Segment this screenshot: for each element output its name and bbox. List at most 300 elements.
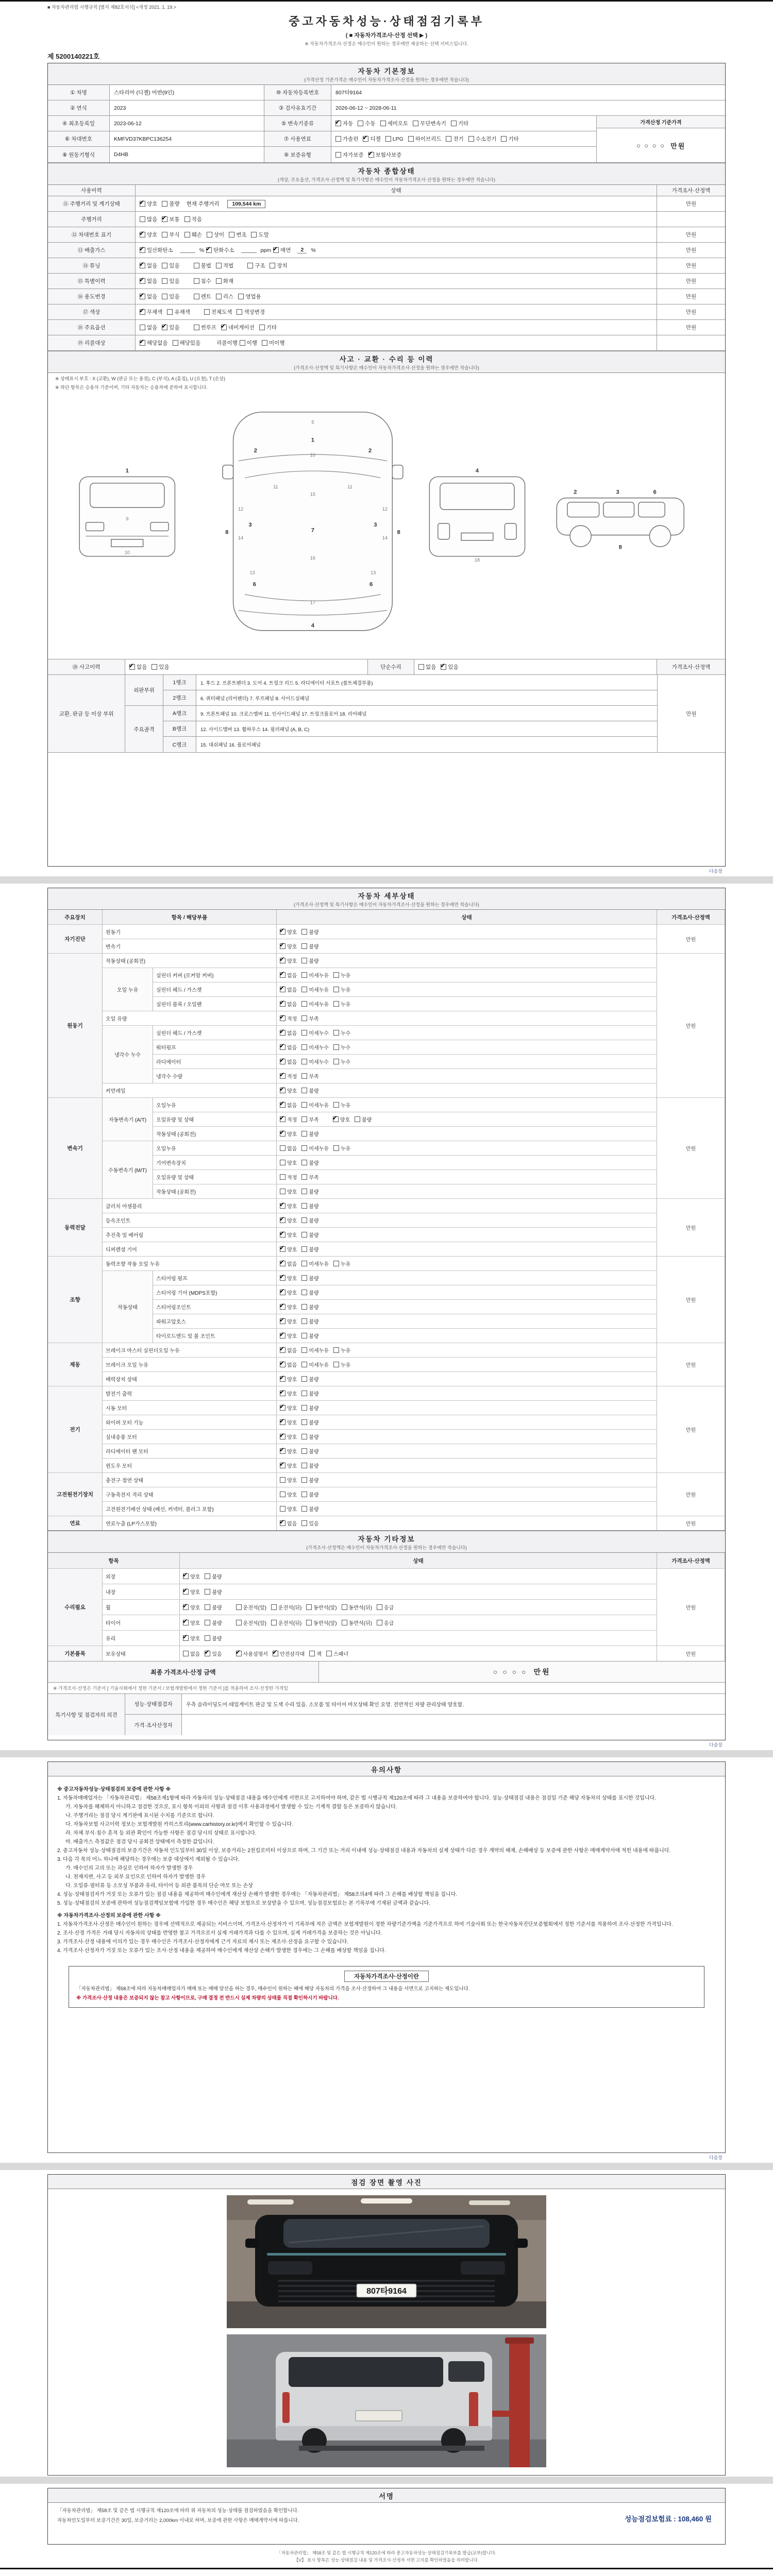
checked-box-icon[interactable]: [280, 1261, 285, 1266]
unchecked-box-icon[interactable]: [280, 1145, 285, 1151]
checkbox-option[interactable]: ✔ 적정: [280, 1115, 297, 1123]
checked-box-icon[interactable]: [183, 1635, 189, 1641]
unchecked-box-icon[interactable]: [301, 1506, 307, 1512]
checked-box-icon[interactable]: [280, 1217, 285, 1223]
checkbox-option[interactable]: 불량: [301, 1447, 318, 1455]
checkbox-option[interactable]: 장치: [270, 262, 287, 269]
unchecked-box-icon[interactable]: [301, 1174, 307, 1180]
unchecked-box-icon[interactable]: [342, 1604, 347, 1610]
checkbox-option[interactable]: 양호: [280, 1188, 297, 1195]
checkbox-option[interactable]: 누수: [333, 1058, 350, 1065]
checkbox-option[interactable]: 미세누유: [301, 986, 329, 993]
checked-box-icon[interactable]: [236, 1651, 242, 1656]
checkbox-option[interactable]: 해당있음: [173, 339, 201, 347]
checked-box-icon[interactable]: [280, 1088, 285, 1093]
checkbox-option[interactable]: 양호: [280, 1490, 297, 1498]
checkbox-option[interactable]: 응급: [377, 1603, 394, 1611]
unchecked-box-icon[interactable]: [301, 1304, 307, 1310]
unchecked-box-icon[interactable]: [205, 1589, 210, 1595]
unchecked-box-icon[interactable]: [301, 1059, 307, 1064]
unchecked-box-icon[interactable]: [301, 1391, 307, 1396]
checkbox-option[interactable]: 누유: [333, 1101, 350, 1109]
checkbox-option[interactable]: ✔ 양호: [280, 1216, 297, 1224]
unchecked-box-icon[interactable]: [194, 325, 199, 330]
checkbox-option[interactable]: 적법: [216, 262, 233, 269]
unchecked-box-icon[interactable]: [301, 1261, 307, 1266]
checked-box-icon[interactable]: [140, 278, 145, 284]
checked-box-icon[interactable]: [280, 1232, 285, 1238]
checkbox-option[interactable]: 불량: [301, 1245, 318, 1253]
checkbox-option[interactable]: ✔ 없음: [140, 277, 157, 285]
checkbox-option[interactable]: 누수: [333, 1043, 350, 1051]
checked-box-icon[interactable]: [280, 1290, 285, 1295]
checkbox-option[interactable]: 미세누유: [301, 1000, 329, 1008]
unchecked-box-icon[interactable]: [301, 1232, 307, 1238]
unchecked-box-icon[interactable]: [301, 1463, 307, 1468]
checkbox-option[interactable]: 미세누유: [301, 1101, 329, 1109]
unchecked-box-icon[interactable]: [194, 294, 199, 299]
unchecked-box-icon[interactable]: [262, 340, 267, 346]
unchecked-box-icon[interactable]: [301, 1189, 307, 1194]
checked-box-icon[interactable]: [280, 1434, 285, 1439]
checkbox-option[interactable]: ✔ 없음: [280, 1101, 297, 1109]
checkbox-option[interactable]: 자가보증: [335, 151, 364, 159]
checked-box-icon[interactable]: [280, 1333, 285, 1338]
checkbox-option[interactable]: ✔ 없음: [280, 1361, 297, 1368]
checkbox-option[interactable]: 불량: [205, 1572, 222, 1580]
checked-box-icon[interactable]: [280, 958, 285, 963]
unchecked-box-icon[interactable]: [162, 294, 167, 299]
checkbox-option[interactable]: 미세누유: [301, 1144, 329, 1152]
unchecked-box-icon[interactable]: [335, 152, 341, 158]
unchecked-box-icon[interactable]: [184, 232, 190, 238]
checkbox-option[interactable]: 적정: [280, 1173, 297, 1181]
unchecked-box-icon[interactable]: [229, 232, 234, 238]
blank-field[interactable]: [241, 248, 257, 253]
checkbox-option[interactable]: ✔ 자동: [335, 120, 353, 127]
checkbox-option[interactable]: ✔ 없음: [140, 262, 157, 269]
checkbox-option[interactable]: ✔ 없음: [280, 1058, 297, 1065]
unchecked-box-icon[interactable]: [301, 1347, 307, 1353]
checkbox-option[interactable]: 기타: [259, 324, 277, 331]
checkbox-option[interactable]: ✔ 적정: [280, 1072, 297, 1080]
checkbox-option[interactable]: ✔ 네비게이션: [221, 324, 255, 331]
checkbox-option[interactable]: 이행: [240, 339, 257, 347]
checkbox-option[interactable]: 누유: [333, 971, 350, 979]
unchecked-box-icon[interactable]: [162, 232, 167, 238]
checkbox-option[interactable]: 수동: [358, 120, 375, 127]
unchecked-box-icon[interactable]: [301, 1419, 307, 1425]
checked-box-icon[interactable]: [280, 1030, 285, 1036]
checkbox-option[interactable]: 없음: [183, 1650, 200, 1657]
checkbox-option[interactable]: 불량: [301, 1418, 318, 1426]
unchecked-box-icon[interactable]: [306, 1604, 312, 1610]
unchecked-box-icon[interactable]: [301, 1073, 307, 1079]
checkbox-option[interactable]: 동반석(앞): [306, 1603, 337, 1611]
checkbox-option[interactable]: 화재: [216, 277, 233, 285]
checkbox-option[interactable]: 가솔린: [335, 135, 358, 143]
checked-box-icon[interactable]: [280, 1246, 285, 1252]
checkbox-option[interactable]: 운전석(뒤): [271, 1619, 301, 1626]
checkbox-option[interactable]: 부족: [301, 1115, 318, 1123]
checked-box-icon[interactable]: [280, 1203, 285, 1209]
checkbox-option[interactable]: ✔ 안전삼각대: [273, 1650, 305, 1657]
checkbox-option[interactable]: 유채색: [167, 308, 190, 316]
checkbox-option[interactable]: 침수: [194, 277, 211, 285]
unchecked-box-icon[interactable]: [335, 136, 341, 142]
unchecked-box-icon[interactable]: [216, 294, 222, 299]
checkbox-option[interactable]: 운전석(뒤): [271, 1603, 301, 1611]
unchecked-box-icon[interactable]: [501, 136, 507, 142]
checkbox-option[interactable]: ✔ 양호: [183, 1603, 200, 1611]
unchecked-box-icon[interactable]: [333, 1001, 339, 1007]
unchecked-box-icon[interactable]: [280, 1174, 285, 1180]
unchecked-box-icon[interactable]: [301, 1405, 307, 1411]
unchecked-box-icon[interactable]: [301, 972, 307, 978]
checkbox-option[interactable]: ✔ 양호: [280, 942, 297, 950]
unchecked-box-icon[interactable]: [162, 263, 167, 268]
unchecked-box-icon[interactable]: [306, 1620, 312, 1625]
unchecked-box-icon[interactable]: [236, 1620, 242, 1625]
unchecked-box-icon[interactable]: [413, 121, 418, 126]
unchecked-box-icon[interactable]: [271, 1604, 277, 1610]
checkbox-option[interactable]: 불량: [205, 1619, 222, 1626]
checked-box-icon[interactable]: [273, 1651, 278, 1656]
checkbox-option[interactable]: 불량: [205, 1603, 222, 1611]
unchecked-box-icon[interactable]: [333, 1030, 339, 1036]
checked-box-icon[interactable]: [335, 121, 341, 126]
checked-box-icon[interactable]: [333, 1116, 339, 1122]
checkbox-option[interactable]: 누유: [333, 1346, 350, 1354]
checkbox-option[interactable]: ✔ 양호: [280, 1289, 297, 1296]
checked-box-icon[interactable]: [221, 325, 227, 330]
checkbox-option[interactable]: 불량: [301, 1274, 318, 1282]
checkbox-option[interactable]: ✔ 해당없음: [140, 339, 168, 347]
checkbox-option[interactable]: ✔ 디젤: [363, 135, 380, 143]
unchecked-box-icon[interactable]: [301, 1290, 307, 1295]
unchecked-box-icon[interactable]: [280, 1492, 285, 1497]
checkbox-option[interactable]: 불량: [301, 1216, 318, 1224]
checkbox-option[interactable]: ✔ 적정: [280, 1014, 297, 1022]
checkbox-option[interactable]: 불량: [301, 1159, 318, 1166]
checkbox-option[interactable]: 불량: [301, 1490, 318, 1498]
checked-box-icon[interactable]: [280, 929, 285, 935]
checkbox-option[interactable]: 불량: [301, 928, 318, 936]
checked-box-icon[interactable]: [280, 1116, 285, 1122]
checkbox-option[interactable]: 기타: [451, 120, 468, 127]
checkbox-option[interactable]: 전기: [446, 135, 463, 143]
unchecked-box-icon[interactable]: [333, 1347, 339, 1353]
checkbox-option[interactable]: 응급: [377, 1619, 394, 1626]
checkbox-option[interactable]: ✔ 양호: [183, 1572, 200, 1580]
unchecked-box-icon[interactable]: [270, 263, 275, 268]
checkbox-option[interactable]: 불량: [301, 1433, 318, 1440]
checkbox-option[interactable]: 기타: [501, 135, 518, 143]
checkbox-option[interactable]: 불량: [301, 1130, 318, 1138]
checked-box-icon[interactable]: [363, 136, 368, 142]
checkbox-option[interactable]: 불량: [301, 1404, 318, 1412]
unchecked-box-icon[interactable]: [240, 340, 245, 346]
unchecked-box-icon[interactable]: [309, 1651, 315, 1656]
checkbox-option[interactable]: 부족: [301, 1072, 318, 1080]
unchecked-box-icon[interactable]: [238, 294, 244, 299]
checkbox-option[interactable]: ✔ 양호: [280, 1245, 297, 1253]
checkbox-option[interactable]: 미세누유: [301, 1361, 329, 1368]
unchecked-box-icon[interactable]: [204, 309, 210, 315]
unchecked-box-icon[interactable]: [301, 1088, 307, 1093]
checkbox-option[interactable]: 적음: [184, 215, 202, 223]
unchecked-box-icon[interactable]: [301, 1448, 307, 1454]
unchecked-box-icon[interactable]: [451, 121, 457, 126]
checked-box-icon[interactable]: [140, 340, 145, 346]
checkbox-option[interactable]: 수소전기: [468, 135, 497, 143]
checked-box-icon[interactable]: [205, 1651, 210, 1656]
next-page-link[interactable]: 다음장: [709, 2155, 722, 2160]
checkbox-option[interactable]: 변조: [229, 231, 246, 239]
checkbox-option[interactable]: 부족: [301, 1014, 318, 1022]
unchecked-box-icon[interactable]: [259, 325, 265, 330]
unchecked-box-icon[interactable]: [301, 1044, 307, 1050]
checkbox-option[interactable]: ✔ 양호: [280, 1433, 297, 1440]
checkbox-option[interactable]: 없음: [280, 1144, 297, 1152]
unchecked-box-icon[interactable]: [358, 121, 363, 126]
checkbox-option[interactable]: 불량: [301, 957, 318, 964]
checked-box-icon[interactable]: [273, 247, 279, 253]
checkbox-option[interactable]: ✔ 매연: [273, 246, 291, 254]
unchecked-box-icon[interactable]: [301, 1131, 307, 1137]
checked-box-icon[interactable]: [183, 1589, 189, 1595]
checked-box-icon[interactable]: [280, 1520, 285, 1526]
checkbox-option[interactable]: ✔ 양호: [280, 1274, 297, 1282]
checkbox-option[interactable]: 도말: [251, 231, 268, 239]
checkbox-option[interactable]: 운전석(앞): [236, 1619, 266, 1626]
unchecked-box-icon[interactable]: [301, 1116, 307, 1122]
checked-box-icon[interactable]: [129, 664, 135, 670]
checkbox-option[interactable]: ✔ 양호: [280, 957, 297, 964]
checkbox-option[interactable]: 불량: [301, 1289, 318, 1296]
unchecked-box-icon[interactable]: [205, 1573, 210, 1579]
checkbox-option[interactable]: 누유: [333, 1000, 350, 1008]
checkbox-option[interactable]: 불량: [205, 1634, 222, 1642]
unchecked-box-icon[interactable]: [355, 1116, 360, 1122]
unchecked-box-icon[interactable]: [216, 263, 222, 268]
unchecked-box-icon[interactable]: [301, 1333, 307, 1338]
checkbox-option[interactable]: 있음: [162, 293, 179, 300]
checked-box-icon[interactable]: [280, 1405, 285, 1411]
unchecked-box-icon[interactable]: [301, 1015, 307, 1021]
unchecked-box-icon[interactable]: [140, 216, 145, 222]
checkbox-option[interactable]: ✔ 탄화수소: [206, 246, 234, 254]
checkbox-option[interactable]: ✔ 양호: [280, 1231, 297, 1239]
checkbox-option[interactable]: ✔ 없음: [280, 1029, 297, 1037]
checked-box-icon[interactable]: [280, 1347, 285, 1353]
checkbox-option[interactable]: ✔ 있음: [441, 663, 458, 671]
checkbox-option[interactable]: ✔ 양호: [280, 1462, 297, 1469]
unchecked-box-icon[interactable]: [333, 1362, 339, 1367]
checkbox-option[interactable]: 불량: [301, 1188, 318, 1195]
checkbox-option[interactable]: 썬루프: [194, 324, 216, 331]
unchecked-box-icon[interactable]: [280, 1477, 285, 1483]
unchecked-box-icon[interactable]: [333, 987, 339, 992]
checkbox-option[interactable]: 불량: [301, 942, 318, 950]
checkbox-option[interactable]: 미세누유: [301, 1260, 329, 1267]
checkbox-option[interactable]: 불량: [301, 1389, 318, 1397]
checkbox-option[interactable]: ✔ 양호: [280, 1332, 297, 1340]
unchecked-box-icon[interactable]: [280, 1506, 285, 1512]
checked-box-icon[interactable]: [140, 309, 145, 315]
checked-box-icon[interactable]: [280, 987, 285, 992]
unchecked-box-icon[interactable]: [301, 943, 307, 949]
checkbox-option[interactable]: ✔ 없음: [129, 663, 147, 671]
checkbox-option[interactable]: 양호: [280, 1505, 297, 1513]
unchecked-box-icon[interactable]: [301, 1030, 307, 1036]
checkbox-option[interactable]: ✔ 없음: [280, 971, 297, 979]
unchecked-box-icon[interactable]: [251, 232, 257, 238]
checkbox-option[interactable]: 불량: [301, 1202, 318, 1210]
checkbox-option[interactable]: ✔ 양호: [280, 1087, 297, 1094]
checkbox-option[interactable]: ✔ 양호: [280, 928, 297, 936]
checkbox-option[interactable]: 불량: [162, 200, 179, 208]
unchecked-box-icon[interactable]: [377, 1620, 382, 1625]
checked-box-icon[interactable]: [280, 943, 285, 949]
checked-box-icon[interactable]: [280, 1463, 285, 1468]
checkbox-option[interactable]: ✔ 양호: [183, 1588, 200, 1596]
checkbox-option[interactable]: ✔ 양호: [280, 1447, 297, 1455]
checkbox-option[interactable]: ✔ 양호: [280, 1202, 297, 1210]
checkbox-option[interactable]: 리스: [216, 293, 233, 300]
checked-box-icon[interactable]: [206, 247, 212, 253]
checkbox-option[interactable]: ✔ 없음: [140, 293, 157, 300]
checkbox-option[interactable]: 있음: [162, 262, 179, 269]
checkbox-option[interactable]: ✔ 없음: [280, 1519, 297, 1527]
checked-box-icon[interactable]: [280, 1318, 285, 1324]
unchecked-box-icon[interactable]: [173, 340, 178, 346]
unchecked-box-icon[interactable]: [301, 958, 307, 963]
checked-box-icon[interactable]: [280, 1102, 285, 1108]
checked-box-icon[interactable]: [140, 201, 145, 207]
unchecked-box-icon[interactable]: [280, 1189, 285, 1194]
unchecked-box-icon[interactable]: [184, 216, 190, 222]
unchecked-box-icon[interactable]: [377, 1604, 382, 1610]
checkbox-option[interactable]: ✔ 무채색: [140, 308, 162, 316]
checked-box-icon[interactable]: [280, 1391, 285, 1396]
checkbox-option[interactable]: 불량: [301, 1332, 318, 1340]
checkbox-option[interactable]: 불량: [205, 1588, 222, 1596]
unchecked-box-icon[interactable]: [446, 136, 451, 142]
checkbox-option[interactable]: ✔ 있음: [205, 1650, 222, 1657]
unchecked-box-icon[interactable]: [418, 664, 424, 670]
unchecked-box-icon[interactable]: [236, 1604, 242, 1610]
unchecked-box-icon[interactable]: [152, 664, 157, 670]
checkbox-option[interactable]: 스패너: [326, 1650, 348, 1657]
unchecked-box-icon[interactable]: [247, 263, 253, 268]
checkbox-option[interactable]: 있음: [301, 1519, 318, 1527]
checked-box-icon[interactable]: [280, 1419, 285, 1425]
checkbox-option[interactable]: 미세누유: [301, 1346, 329, 1354]
checkbox-option[interactable]: ✔ 없음: [280, 986, 297, 993]
checkbox-option[interactable]: 누수: [333, 1029, 350, 1037]
unchecked-box-icon[interactable]: [333, 1145, 339, 1151]
unchecked-box-icon[interactable]: [162, 201, 167, 207]
checkbox-option[interactable]: ✔ 보험사보증: [368, 151, 402, 159]
unchecked-box-icon[interactable]: [205, 1635, 210, 1641]
checkbox-option[interactable]: ✔ 양호: [280, 1375, 297, 1383]
checked-box-icon[interactable]: [280, 1275, 285, 1281]
checkbox-option[interactable]: ✔ 양호: [140, 231, 157, 239]
checkbox-option[interactable]: ✔ 없음: [280, 1346, 297, 1354]
unchecked-box-icon[interactable]: [301, 1477, 307, 1483]
unchecked-box-icon[interactable]: [301, 1275, 307, 1281]
checkbox-option[interactable]: 불량: [301, 1505, 318, 1513]
checkbox-option[interactable]: ✔ 양호: [183, 1634, 200, 1642]
checkbox-option[interactable]: 있음: [162, 277, 179, 285]
unchecked-box-icon[interactable]: [301, 1362, 307, 1367]
checkbox-option[interactable]: 누유: [333, 986, 350, 993]
checkbox-option[interactable]: 미세누수: [301, 1043, 329, 1051]
checkbox-option[interactable]: 불량: [301, 1231, 318, 1239]
unchecked-box-icon[interactable]: [301, 1203, 307, 1209]
checkbox-option[interactable]: 세미오토: [380, 120, 409, 127]
checked-box-icon[interactable]: [280, 1362, 285, 1367]
checkbox-option[interactable]: 미세누유: [301, 971, 329, 979]
unchecked-box-icon[interactable]: [333, 1059, 339, 1064]
checkbox-option[interactable]: 구조: [247, 262, 265, 269]
checked-box-icon[interactable]: [280, 1376, 285, 1382]
checkbox-option[interactable]: 동반석(뒤): [342, 1619, 372, 1626]
checkbox-option[interactable]: 누유: [333, 1260, 350, 1267]
checkbox-option[interactable]: ✔ 보통: [162, 215, 179, 223]
checked-box-icon[interactable]: [162, 216, 167, 222]
checkbox-option[interactable]: 불량: [301, 1303, 318, 1311]
checkbox-option[interactable]: 없음: [140, 324, 157, 331]
checkbox-option[interactable]: 훼손: [184, 231, 202, 239]
checkbox-option[interactable]: 불량: [301, 1375, 318, 1383]
checked-box-icon[interactable]: [140, 247, 145, 253]
unchecked-box-icon[interactable]: [167, 309, 173, 315]
unchecked-box-icon[interactable]: [301, 1520, 307, 1526]
blank-field[interactable]: [180, 248, 195, 253]
unchecked-box-icon[interactable]: [468, 136, 474, 142]
checkbox-option[interactable]: 미세누수: [301, 1029, 329, 1037]
checkbox-option[interactable]: 부족: [301, 1173, 318, 1181]
unchecked-box-icon[interactable]: [333, 972, 339, 978]
checked-box-icon[interactable]: [280, 1044, 285, 1050]
checked-box-icon[interactable]: [280, 1448, 285, 1454]
unchecked-box-icon[interactable]: [301, 1217, 307, 1223]
unchecked-box-icon[interactable]: [280, 1160, 285, 1165]
checkbox-option[interactable]: ✔ 없음: [280, 1260, 297, 1267]
checkbox-option[interactable]: 누유: [333, 1144, 350, 1152]
checkbox-option[interactable]: ✔ 양호: [280, 1404, 297, 1412]
checkbox-option[interactable]: 동반석(뒤): [342, 1603, 372, 1611]
checkbox-option[interactable]: ✔ 양호: [280, 1418, 297, 1426]
unchecked-box-icon[interactable]: [333, 1102, 339, 1108]
checkbox-option[interactable]: 양호: [280, 1159, 297, 1166]
unchecked-box-icon[interactable]: [380, 121, 386, 126]
unchecked-box-icon[interactable]: [162, 278, 167, 284]
checkbox-option[interactable]: 운전석(앞): [236, 1603, 266, 1611]
checkbox-option[interactable]: ✔ 양호: [140, 200, 157, 208]
unchecked-box-icon[interactable]: [271, 1620, 277, 1625]
unchecked-box-icon[interactable]: [301, 1102, 307, 1108]
checkbox-option[interactable]: ✔ 양호: [333, 1115, 350, 1123]
unchecked-box-icon[interactable]: [301, 1246, 307, 1252]
checkbox-option[interactable]: ✔ 양호: [183, 1619, 200, 1626]
checked-box-icon[interactable]: [183, 1604, 189, 1610]
checkbox-option[interactable]: LPG: [385, 136, 404, 142]
checkbox-option[interactable]: 동반석(앞): [306, 1619, 337, 1626]
unchecked-box-icon[interactable]: [301, 987, 307, 992]
